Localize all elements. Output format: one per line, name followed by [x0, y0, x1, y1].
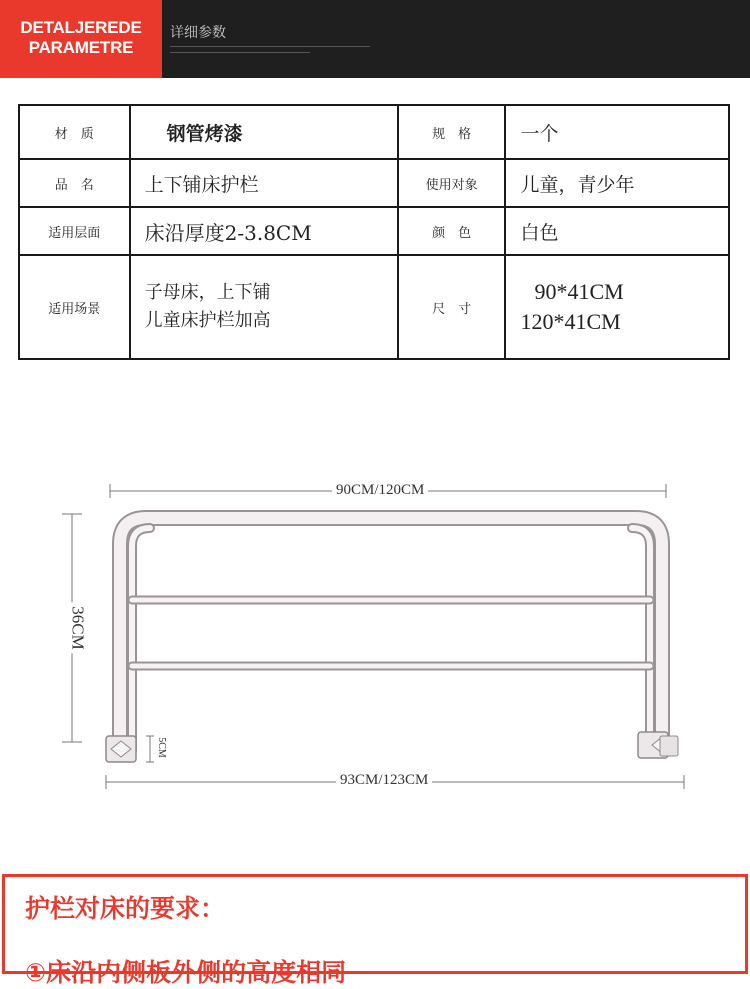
spec-value: 白色	[505, 207, 729, 255]
spec-value-line: 120*41CM	[520, 309, 621, 334]
spec-value: 钢管烤漆	[130, 105, 398, 159]
spec-value	[505, 255, 729, 359]
table-row	[19, 255, 729, 359]
spec-key: 颜 色	[398, 207, 506, 255]
requirements-box	[2, 874, 748, 987]
spec-value: 一个	[505, 105, 729, 159]
header-divider	[170, 46, 370, 47]
dimension-top-label: 90CM/120CM	[332, 482, 428, 499]
dimension-bottom-label: 93CM/123CM	[336, 772, 432, 789]
rail-frame	[120, 518, 662, 750]
spec-key: 材 质	[19, 105, 130, 159]
spec-key: 品 名	[19, 159, 130, 207]
brand-line1: DETALJEREDE	[20, 18, 142, 37]
spec-value: 儿童，青少年	[505, 159, 729, 207]
spec-key: 适用层面	[19, 207, 130, 255]
spec-key: 规 格	[398, 105, 506, 159]
brand-line2: PARAMETRE	[28, 38, 134, 57]
header-subtitle: 详细参数	[170, 25, 226, 41]
dimension-left-label: 36CM	[68, 602, 88, 653]
foot-clamp-left	[106, 736, 136, 762]
spec-key: 适用场景	[19, 255, 130, 359]
header-divider	[170, 52, 310, 53]
table-row	[19, 159, 729, 207]
table-row	[19, 105, 729, 159]
requirements-title: 护栏对床的要求：	[25, 894, 226, 923]
rail-crossbars	[132, 600, 650, 666]
dimension-foot-label: 5CM	[155, 737, 167, 758]
brand-badge	[0, 0, 162, 78]
spec-key: 使用对象	[398, 159, 506, 207]
spec-key: 尺 寸	[398, 255, 506, 359]
table-row	[19, 207, 729, 255]
spec-value: 床沿厚度2-3.8CM	[130, 207, 398, 255]
spec-table	[18, 104, 730, 360]
dimension-foot	[146, 736, 154, 762]
spec-value	[130, 255, 398, 359]
spec-value-line: 子母床，上下铺	[144, 282, 271, 303]
spec-value-line: 儿童床护栏加高	[144, 310, 271, 331]
guardrail-diagram	[0, 460, 750, 820]
spec-value-line: 90*41CM	[534, 279, 624, 304]
foot-clamp-right	[638, 732, 678, 758]
guardrail-drawing	[0, 460, 750, 820]
spec-value: 上下铺床护栏	[130, 159, 398, 207]
page-header	[0, 0, 750, 78]
requirements-item: ①床沿内侧板外侧的高度相同	[25, 958, 347, 987]
